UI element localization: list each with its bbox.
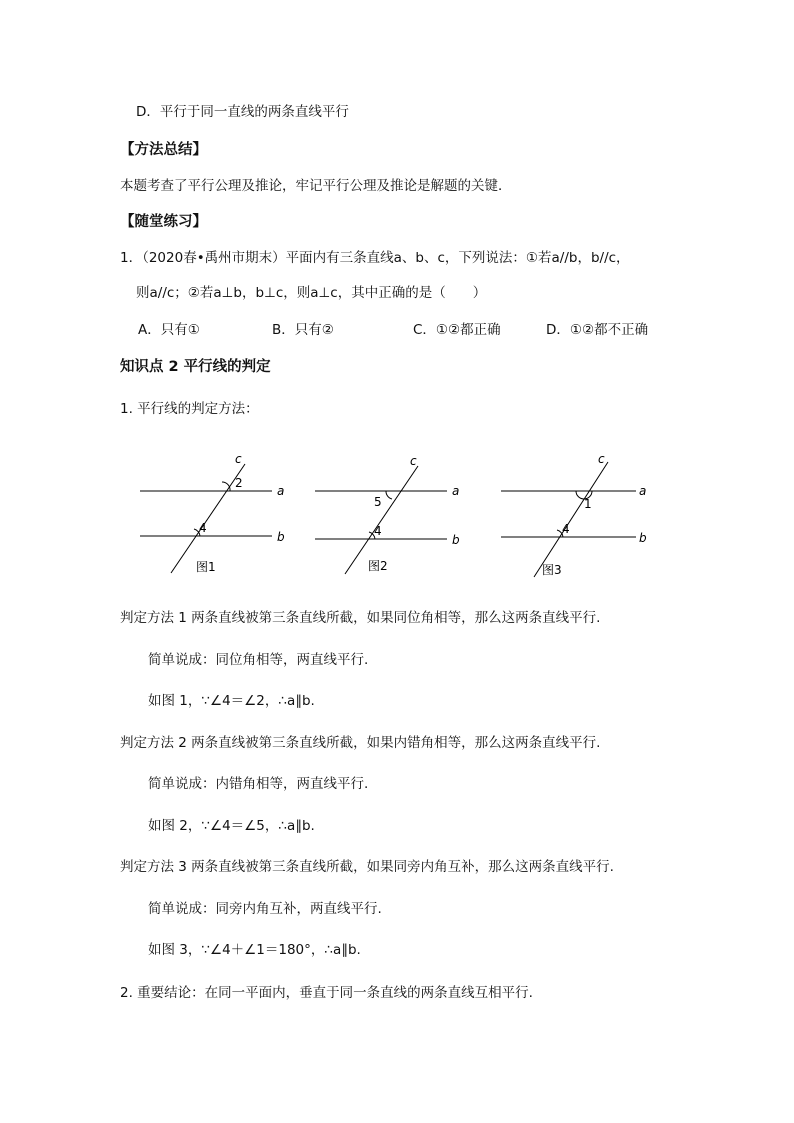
important-conclusion: 2. 重要结论：在同一平面内，垂直于同一条直线的两条直线互相平行. — [120, 985, 533, 1001]
question-1-line-2: 则a//c；②若a⊥b，b⊥c，则a⊥c，其中正确的是（ ） — [136, 285, 487, 301]
option-b: B．只有② — [272, 322, 334, 338]
option-a: A．只有① — [138, 322, 200, 338]
fig3-angle-4: 4 — [562, 522, 570, 536]
method-summary-heading: 【方法总结】 — [120, 142, 207, 158]
fig1-line-c — [171, 464, 245, 573]
method-3-title: 判定方法 3 两条直线被第三条直线所截，如果同旁内角互补，那么这两条直线平行. — [120, 859, 614, 875]
fig3-label-b: b — [639, 531, 647, 545]
fig2-label-a: a — [452, 484, 460, 498]
fig2-line-c — [345, 466, 418, 574]
question-1-line-1: 1．（2020春•禹州市期末）平面内有三条直线a、b、c，下列说法：①若a//b，b//c， — [120, 250, 630, 266]
fig1-angle-2: 2 — [235, 476, 243, 490]
fig3-angle-1: 1 — [584, 497, 592, 511]
option-d-previous: D．平行于同一直线的两条直线平行 — [136, 104, 349, 120]
judgement-methods-intro: 1. 平行线的判定方法： — [120, 401, 259, 417]
fig1-label-b: b — [277, 530, 285, 544]
fig2-angle-5-arc — [386, 491, 392, 499]
fig3-line-c — [534, 462, 608, 577]
fig2-label-b: b — [452, 533, 460, 547]
section-title: 知识点 2 平行线的判定 — [120, 359, 271, 375]
method-1-short: 简单说成：同位角相等，两直线平行. — [148, 652, 369, 668]
fig1-angle-4: 4 — [199, 521, 207, 535]
method-3-example: 如图 3，∵∠4＋∠1＝180°，∴a∥b. — [148, 942, 361, 958]
fig1-label-a: a — [277, 484, 285, 498]
fig2-angle-5: 5 — [374, 495, 382, 509]
method-2-example: 如图 2，∵∠4＝∠5，∴a∥b. — [148, 818, 315, 834]
method-summary-text: 本题考查了平行公理及推论，牢记平行公理及推论是解题的关键． — [120, 178, 512, 194]
fig2-label-c: c — [410, 454, 417, 468]
method-1-example: 如图 1，∵∠4＝∠2，∴a∥b. — [148, 693, 315, 709]
fig2-angle-4: 4 — [374, 524, 382, 538]
fig1-angle-2-arc — [222, 482, 230, 491]
method-3-short: 简单说成：同旁内角互补，两直线平行. — [148, 901, 382, 917]
fig3-caption: 图3 — [542, 563, 562, 577]
fig2-caption: 图2 — [368, 559, 388, 573]
fig1-label-c: c — [235, 452, 242, 466]
option-c: C．①②都正确 — [413, 322, 501, 338]
method-1-title: 判定方法 1 两条直线被第三条直线所截，如果同位角相等，那么这两条直线平行. — [120, 610, 601, 626]
practice-heading: 【随堂练习】 — [120, 214, 207, 230]
method-2-short: 简单说成：内错角相等，两直线平行. — [148, 776, 369, 792]
parallel-line-figures — [0, 440, 794, 590]
fig1-caption: 图1 — [196, 560, 216, 574]
fig3-label-a: a — [639, 484, 647, 498]
option-d: D．①②都不正确 — [546, 322, 649, 338]
method-2-title: 判定方法 2 两条直线被第三条直线所截，如果内错角相等，那么这两条直线平行. — [120, 735, 601, 751]
fig3-label-c: c — [598, 452, 605, 466]
